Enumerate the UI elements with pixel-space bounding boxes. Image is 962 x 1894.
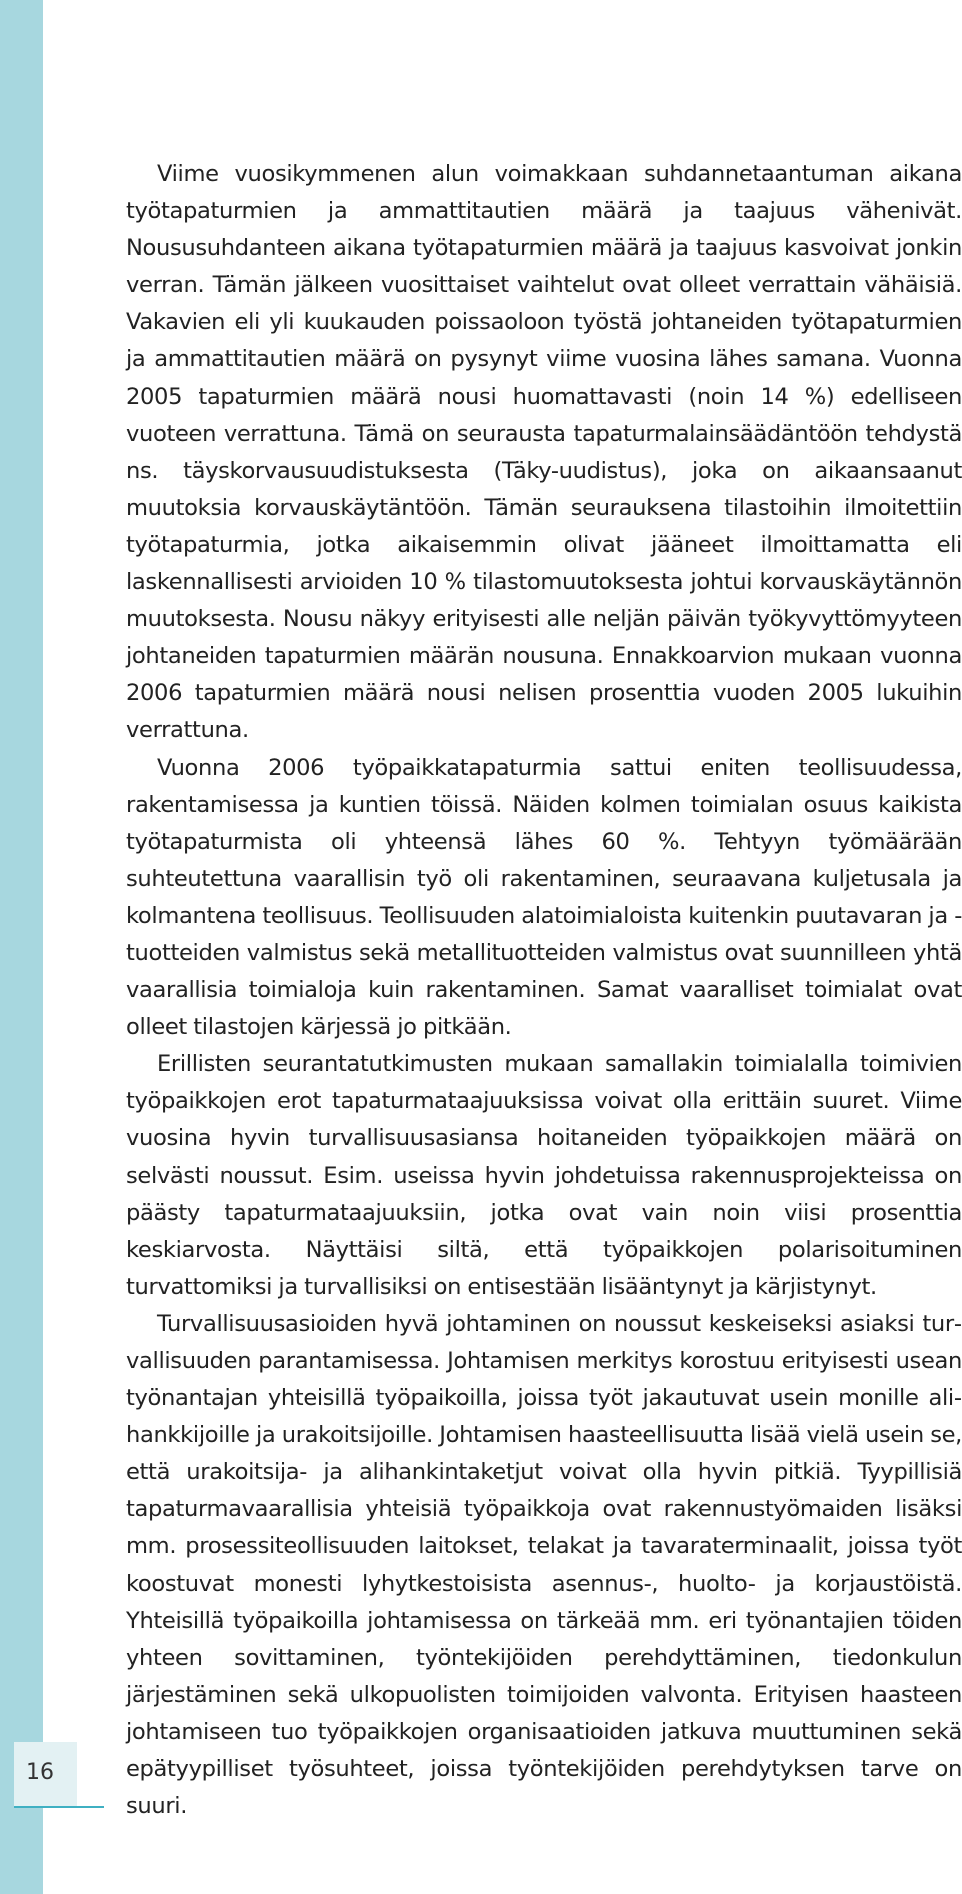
paragraph-2: Vuonna 2006 työpaikkatapaturmia sattui eniten teollisuudessa, rakentamisessa ja kuntien töissä. Näiden kolmen toimialan osuus kaikista työtapaturmista oli yhteensä lähes 60 %. Tehtyyn työmäärään suhteutettuna vaarallisin työ oli rakentaminen, seuraavana kuljetusala ja kolmantena teollisuus. Teollisuuden alatoimialoista kuitenkin puutavaran ja -tuotteiden valmistus sekä metallituotteiden valmistus ovat suunnilleen yhtä vaarallisia toimialoja kuin rakentaminen. Samat vaaralliset toimialat ovat olleet tilastojen kärjessä jo pitkään. [126,754,962,1041]
body-text [126,156,962,1825]
paragraph-3: Erillisten seurantatutkimusten mukaan samallakin toimialalla toimivien työpaikkojen erot tapaturmataajuuksissa voivat olla erittäin suuret. Viime vuosina hyvin turvallisuusasiansa hoitaneiden työpaikkojen määrä on selvästi noussut. Esim. useissa hyvin johdetuissa rakennusprojekteissa on päästy tapaturmataajuuksiin, jotka ovat vain noin viisi prosenttia keskiarvosta. Näyttäisi siltä, että työpaikkojen polarisoituminen turvattomiksi ja turvallisiksi on entisestään lisääntynyt ja kärjistynyt. [126,1051,962,1300]
page-number-rule [14,1806,104,1808]
page-number: 16 [26,1760,54,1785]
paragraph-1: Viime vuosikymmenen alun voimakkaan suhdannetaantuman aikana työtapaturmien ja ammattitautien määrä ja taajuus vähenivät. Noususuhdanteen aikana työtapaturmien määrä ja taajuus kasvoivat jonkin verran. Tämän jälkeen vuosittaiset vaihtelut ovat olleet verrattain vähäisiä. Vakavien eli yli kuukauden poissaoloon työstä johtaneiden työtapaturmien ja ammattitautien määrä on pysynyt viime vuosina lähes samana. Vuonna 2005 tapaturmien määrä nousi huomattavasti (noin 14 %) edelliseen vuoteen verrattuna. Tämä on seurausta tapaturmalainsäädäntöön tehdystä ns. täyskorvausuudistuksesta (Täky-uudistus), joka on aikaansaanut muutoksia korvauskäytäntöön. Tämän seurauksena tilastoihin ilmoitettiin työtapaturmia, jotka aikaisemmin olivat jääneet ilmoittamatta eli laskennallisesti arvioiden 10 % tilastomuutoksesta johtui korvauskäytännön muutoksesta. Nousu näkyy erityisesti alle neljän päivän työkyvyttömyyteen johtaneiden tapaturmien määrän nousuna. Ennakkoarvion mukaan vuonna 2006 tapaturmien määrä nousi nelisen prosenttia vuoden 2005 lukuihin verrattuna. [126,161,962,744]
page-side-stripe [0,0,43,1894]
paragraph-4: Turvallisuusasioiden hyvä johtaminen on noussut keskeiseksi asiaksi turvallisuuden parantamisessa. Johtamisen merkitys korostuu erityisesti usean työnantajan yhteisillä työpaikoilla, joissa työt jakautuvat usein monille alihankkijoille ja urakoitsijoille. Johtamisen haasteellisuutta lisää vielä usein se, että urakoitsija- ja alihankintaketjut voivat olla hyvin pitkiä. Tyypillisiä tapaturmavaarallisia yhteisiä työpaikkoja ovat rakennustyömaiden lisäksi mm. prosessiteollisuuden laitokset, telakat ja tavaraterminaalit, joissa työt koostuvat monesti lyhytkestoisista asennus-, huolto- ja korjaustöistä. Yhteisillä työpaikoilla johtamisessa on tärkeää mm. eri työnantajien töiden yhteen sovittaminen, työntekijöiden perehdyttäminen, tiedonkulun järjestäminen sekä ulkopuolisten toimijoiden valvonta. Erityisen haasteen johtamiseen tuo työpaikkojen organisaatioiden jatkuva muuttuminen sekä epätyypilliset työsuhteet, joissa työntekijöiden perehdytyksen tarve on suuri. [126,1310,962,1820]
